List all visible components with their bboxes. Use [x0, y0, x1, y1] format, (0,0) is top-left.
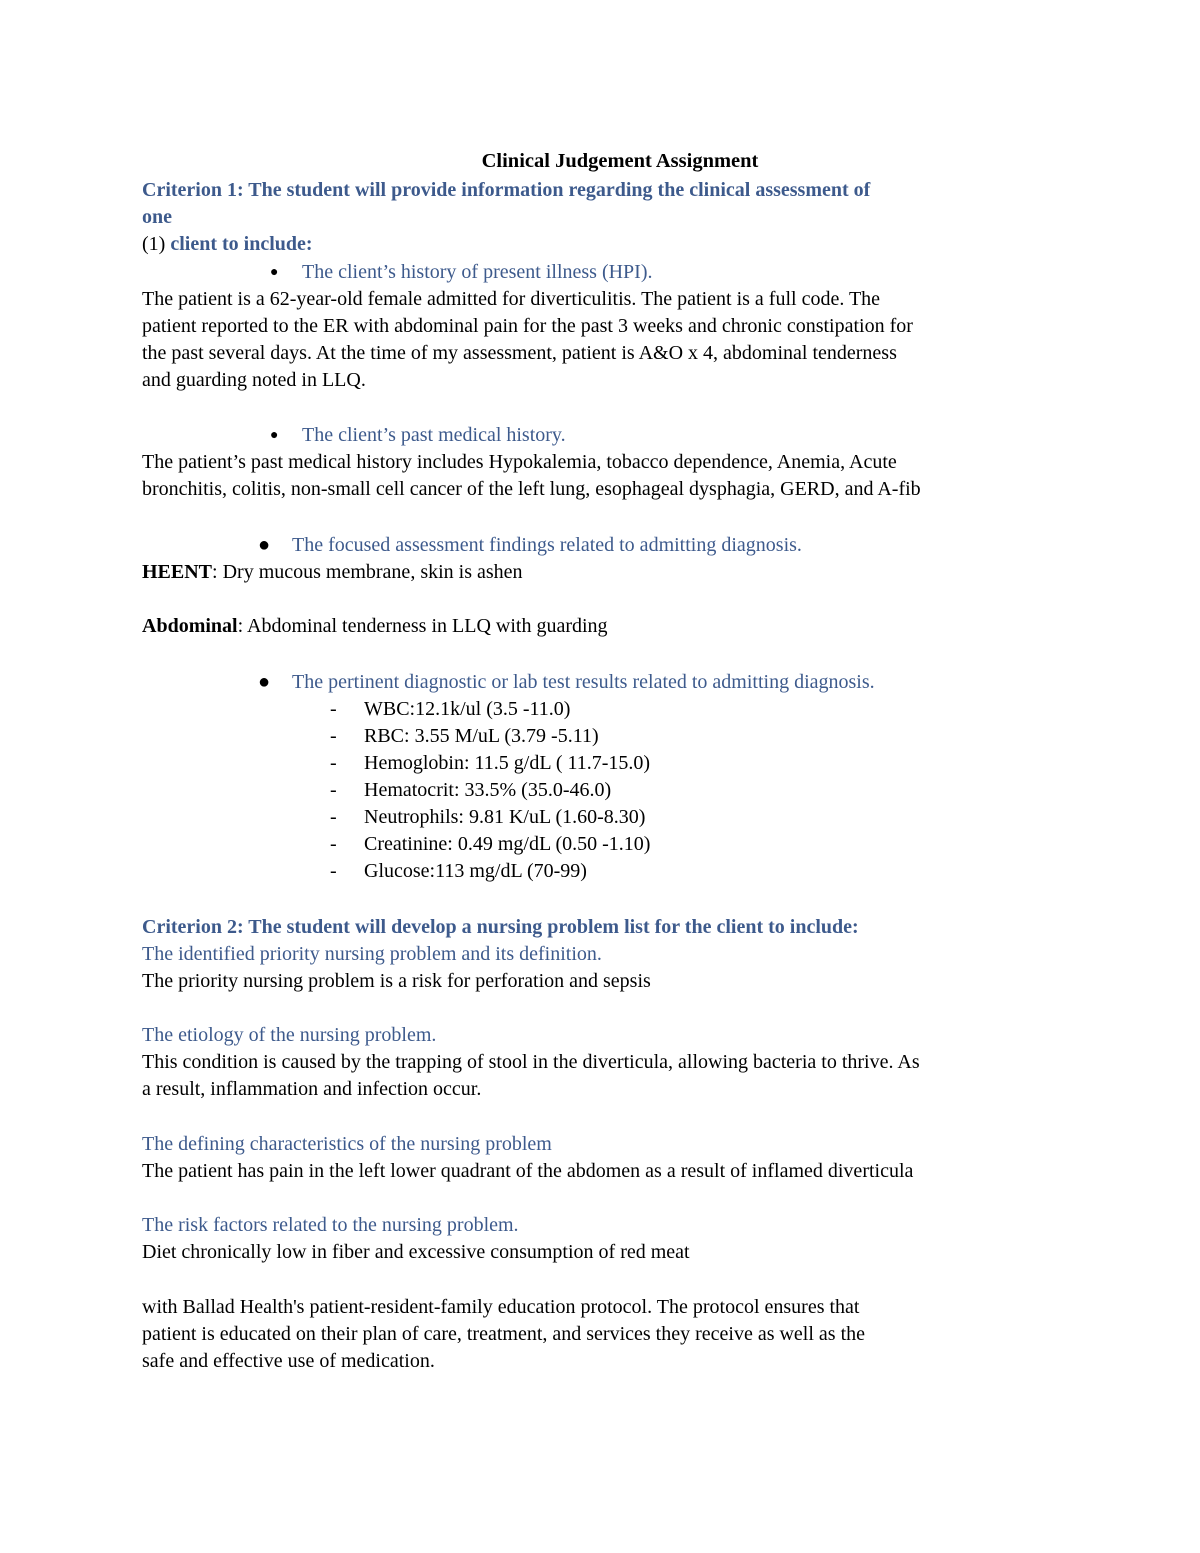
hpi-text-line: and guarding noted in LLQ. [142, 369, 366, 391]
risk-label: The risk factors related to the nursing problem. [142, 1214, 519, 1236]
bullet-icon: ● [270, 428, 279, 443]
defining-text: The patient has pain in the left lower quadrant of the abdomen as a result of inflamed diverticula [142, 1160, 914, 1182]
etiology-text-line: This condition is caused by the trapping of stool in the diverticula, allowing bacteria to thrive. As [142, 1051, 920, 1073]
pmh-bullet: The client’s past medical history. [302, 424, 566, 446]
dash-marker: - [330, 725, 337, 747]
abdominal-label: Abdominal [142, 615, 238, 637]
heent-finding [142, 559, 523, 586]
criterion-1-heading-cont: one [142, 206, 172, 228]
abdominal-finding [142, 613, 608, 640]
dash-marker: - [330, 698, 337, 720]
closing-text-line: with Ballad Health's patient-resident-family education protocol. The protocol ensures that [142, 1296, 860, 1318]
etiology-text-line: a result, inflammation and infection occur. [142, 1078, 482, 1100]
closing-text-line: patient is educated on their plan of care, treatment, and services they receive as well as the [142, 1323, 866, 1345]
hpi-text-line: patient reported to the ER with abdominal pain for the past 3 weeks and chronic constipation for [142, 315, 913, 337]
bullet-icon: ● [258, 534, 271, 556]
hpi-text-line: The patient is a 62-year-old female admitted for diverticulitis. The patient is a full code. The [142, 288, 881, 310]
hpi-text-line: the past several days. At the time of my assessment, patient is A&O x 4, abdominal tenderness [142, 342, 897, 364]
defining-label: The defining characteristics of the nursing problem [142, 1133, 552, 1155]
focused-bullet: The focused assessment findings related to admitting diagnosis. [292, 534, 802, 556]
heent-label: HEENT [142, 561, 213, 583]
problem-label: The identified priority nursing problem and its definition. [142, 943, 602, 965]
pmh-text-line: bronchitis, colitis, non-small cell cancer of the left lung, esophageal dysphagia, GERD, and A-fib [142, 478, 921, 500]
bullet-icon: ● [258, 671, 271, 693]
lab-item: Glucose:113 mg/dL (70-99) [364, 860, 587, 882]
bullet-icon: ● [270, 265, 279, 280]
criterion-1-client-label: client to include: [170, 233, 313, 255]
criterion-1-subheading [142, 231, 313, 258]
page-title: Clinical Judgement Assignment [481, 150, 759, 172]
criterion-1-number: (1) [142, 233, 166, 255]
dash-marker: - [330, 806, 337, 828]
dash-marker: - [330, 779, 337, 801]
dash-marker: - [330, 833, 337, 855]
hpi-bullet: The client’s history of present illness (HPI). [302, 261, 653, 283]
lab-item: Neutrophils: 9.81 K/uL (1.60-8.30) [364, 806, 646, 828]
lab-item: WBC:12.1k/ul (3.5 -11.0) [364, 698, 571, 720]
risk-text: Diet chronically low in fiber and excessive consumption of red meat [142, 1241, 690, 1263]
labs-bullet: The pertinent diagnostic or lab test results related to admitting diagnosis. [292, 671, 875, 693]
closing-text-line: safe and effective use of medication. [142, 1350, 435, 1372]
heent-text: : Dry mucous membrane, skin is ashen [212, 561, 523, 583]
dash-marker: - [330, 752, 337, 774]
lab-item: RBC: 3.55 M/uL (3.79 -5.11) [364, 725, 599, 747]
dash-marker: - [330, 860, 337, 882]
problem-text: The priority nursing problem is a risk for perforation and sepsis [142, 970, 651, 992]
pmh-text-line: The patient’s past medical history includes Hypokalemia, tobacco dependence, Anemia, Acute [142, 451, 897, 473]
criterion-1-heading: Criterion 1: The student will provide information regarding the clinical assessment of [142, 179, 871, 201]
criterion-2-heading: Criterion 2: The student will develop a nursing problem list for the client to include: [142, 916, 859, 938]
abdominal-text: : Abdominal tenderness in LLQ with guarding [237, 615, 608, 637]
lab-item: Hemoglobin: 11.5 g/dL ( 11.7-15.0) [364, 752, 651, 774]
lab-item: Hematocrit: 33.5% (35.0-46.0) [364, 779, 612, 801]
lab-item: Creatinine: 0.49 mg/dL (0.50 -1.10) [364, 833, 651, 855]
etiology-label: The etiology of the nursing problem. [142, 1024, 437, 1046]
